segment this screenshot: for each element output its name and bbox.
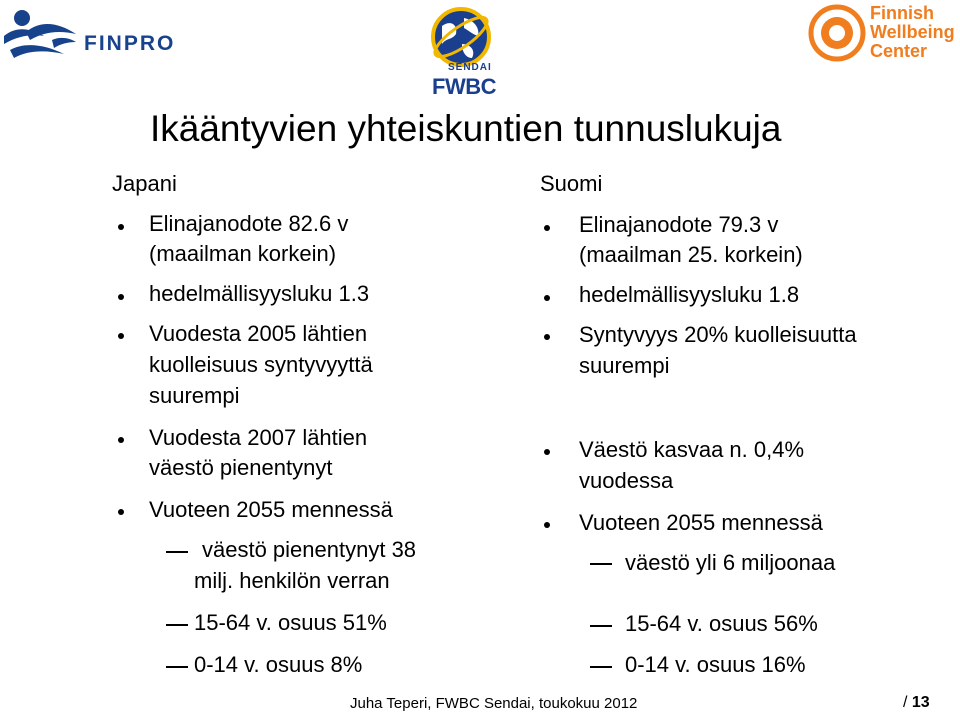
finpro-wordmark: FINPRO (84, 32, 176, 55)
list-item: 15-64 v. osuus 51% (194, 610, 387, 635)
bullet-icon (118, 224, 124, 230)
japan-heading: Japani (112, 171, 177, 196)
list-item: hedelmällisyysluku 1.8 (579, 282, 800, 307)
bullet-icon (544, 225, 550, 231)
dash-icon (590, 666, 612, 668)
list-item: Vuodesta 2007 lähtien (149, 425, 368, 450)
bullet-icon (544, 295, 550, 301)
list-item: väestö pienentynyt 38 (202, 537, 417, 562)
dash-icon (166, 666, 188, 668)
japan-column (112, 170, 472, 690)
finpro-swimmer-icon (4, 6, 78, 64)
list-item: Elinajanodote 79.3 v (579, 212, 779, 237)
list-item: (maailman 25. korkein) (579, 242, 803, 267)
dash-icon (590, 563, 612, 565)
dash-icon (166, 624, 188, 626)
page-prefix: / (903, 694, 912, 711)
list-item: vuodessa (579, 468, 674, 493)
bullet-icon (544, 334, 550, 340)
bullet-icon (544, 449, 550, 455)
bullet-icon (118, 333, 124, 339)
list-item: Väestö kasvaa n. 0,4% (579, 437, 805, 462)
footer-author: Juha Teperi, FWBC Sendai, toukokuu 2012 (350, 695, 638, 712)
dash-icon (590, 625, 612, 627)
list-item: väestö yli 6 miljoonaa (625, 550, 836, 575)
fwc-line-2: Wellbeing (870, 22, 955, 42)
fwbc-sendai-logo (420, 0, 520, 100)
list-item: hedelmällisyysluku 1.3 (149, 281, 370, 306)
list-item: milj. henkilön verran (194, 568, 390, 593)
list-item: Elinajanodote 82.6 v (149, 211, 349, 236)
bullet-icon (118, 437, 124, 443)
list-item: 0-14 v. osuus 8% (194, 652, 363, 677)
sun-icon (808, 4, 866, 62)
list-item: Vuodesta 2005 lähtien (149, 321, 368, 346)
list-item: Vuoteen 2055 mennessä (149, 497, 393, 522)
globe-icon (428, 4, 494, 70)
page-total: 13 (911, 694, 930, 711)
fwc-line-1: Finnish (870, 3, 934, 23)
bullet-icon (544, 522, 550, 528)
finland-column (540, 170, 960, 690)
list-item: Syntyvyys 20% kuolleisuutta (579, 322, 857, 347)
finland-heading: Suomi (540, 171, 603, 196)
list-item: 0-14 v. osuus 16% (625, 652, 806, 677)
fwc-line-3: Center (870, 41, 928, 61)
list-item: Vuoteen 2055 mennessä (579, 510, 823, 535)
sendai-label: SENDAI (448, 62, 492, 73)
finnish-wellbeing-center-logo (808, 0, 960, 70)
list-item: kuolleisuus syntyvyyttä (149, 352, 373, 377)
dash-icon (166, 551, 188, 553)
list-item: (maailman korkein) (149, 241, 337, 266)
bullet-icon (118, 294, 124, 300)
list-item: suurempi (149, 383, 240, 408)
finpro-logo (4, 4, 214, 72)
list-item: suurempi (579, 353, 670, 378)
list-item: 15-64 v. osuus 56% (625, 611, 818, 636)
bullet-icon (118, 509, 124, 515)
list-item: väestö pienentynyt (149, 455, 333, 480)
slide-title: Ikääntyvien yhteiskuntien tunnuslukuja (150, 108, 782, 149)
fwbc-wordmark: FWBC (432, 74, 496, 99)
page-number (903, 694, 930, 712)
